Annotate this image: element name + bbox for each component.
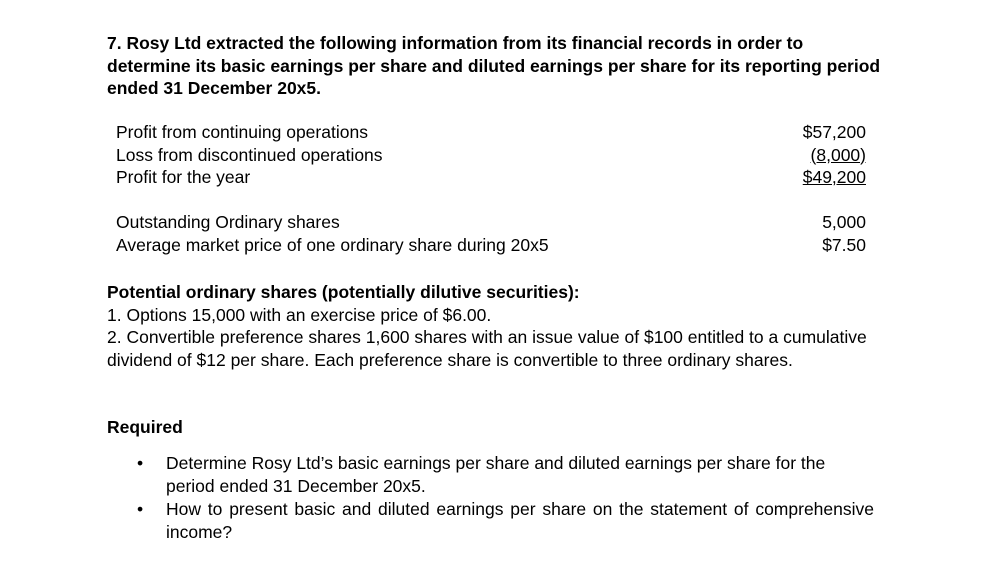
bullet-icon: • xyxy=(137,453,144,473)
profit-row-continuing xyxy=(116,121,868,144)
required-list xyxy=(107,452,877,544)
row-label: Profit from continuing operations xyxy=(116,122,368,142)
list-item xyxy=(107,452,877,497)
row-label: Loss from discontinued operations xyxy=(116,144,383,165)
row-label: Average market price of one ordinary share during 20x5 xyxy=(116,234,549,255)
list-item xyxy=(107,498,877,543)
bullet-icon: • xyxy=(137,499,144,519)
row-amount: $49,200 xyxy=(802,167,866,187)
potential-shares-section xyxy=(107,281,877,371)
potential-item-options: 1. Options 15,000 with an exercise price of $6.00. xyxy=(107,304,492,325)
row-label: Profit for the year xyxy=(116,167,251,187)
share-table xyxy=(116,211,868,256)
profit-row-discontinued xyxy=(116,144,868,167)
row-label: Outstanding Ordinary shares xyxy=(116,212,340,232)
row-amount: $7.50 xyxy=(822,234,866,255)
share-row-outstanding xyxy=(116,211,868,234)
potential-shares-heading: Potential ordinary shares (potentially dilutive securities): xyxy=(107,282,580,302)
row-amount: $57,200 xyxy=(802,122,866,142)
share-row-market-price xyxy=(116,234,868,257)
potential-item-convertible: 2. Convertible preference shares 1,600 shares with an issue value of $100 entitled to a cumulative dividend of $12 per share. Each preference share is convertible to three ordinary shares. xyxy=(107,327,867,370)
required-item-text: Determine Rosy Ltd’s basic earnings per share and diluted earnings per share for the period ended 31 December 20x5. xyxy=(166,453,826,496)
row-amount: (8,000) xyxy=(810,144,866,165)
required-item-text: How to present basic and diluted earnings per share on the statement of comprehensive income? xyxy=(166,499,874,542)
row-amount: 5,000 xyxy=(822,212,866,232)
profit-table xyxy=(116,121,868,189)
profit-row-year xyxy=(116,166,868,189)
required-heading: Required xyxy=(107,417,183,437)
question-text: 7. Rosy Ltd extracted the following information from its financial records in order to determine its basic earnings per share and diluted earnings per share for its reporting period ended 31 December 20x5. xyxy=(107,33,881,98)
